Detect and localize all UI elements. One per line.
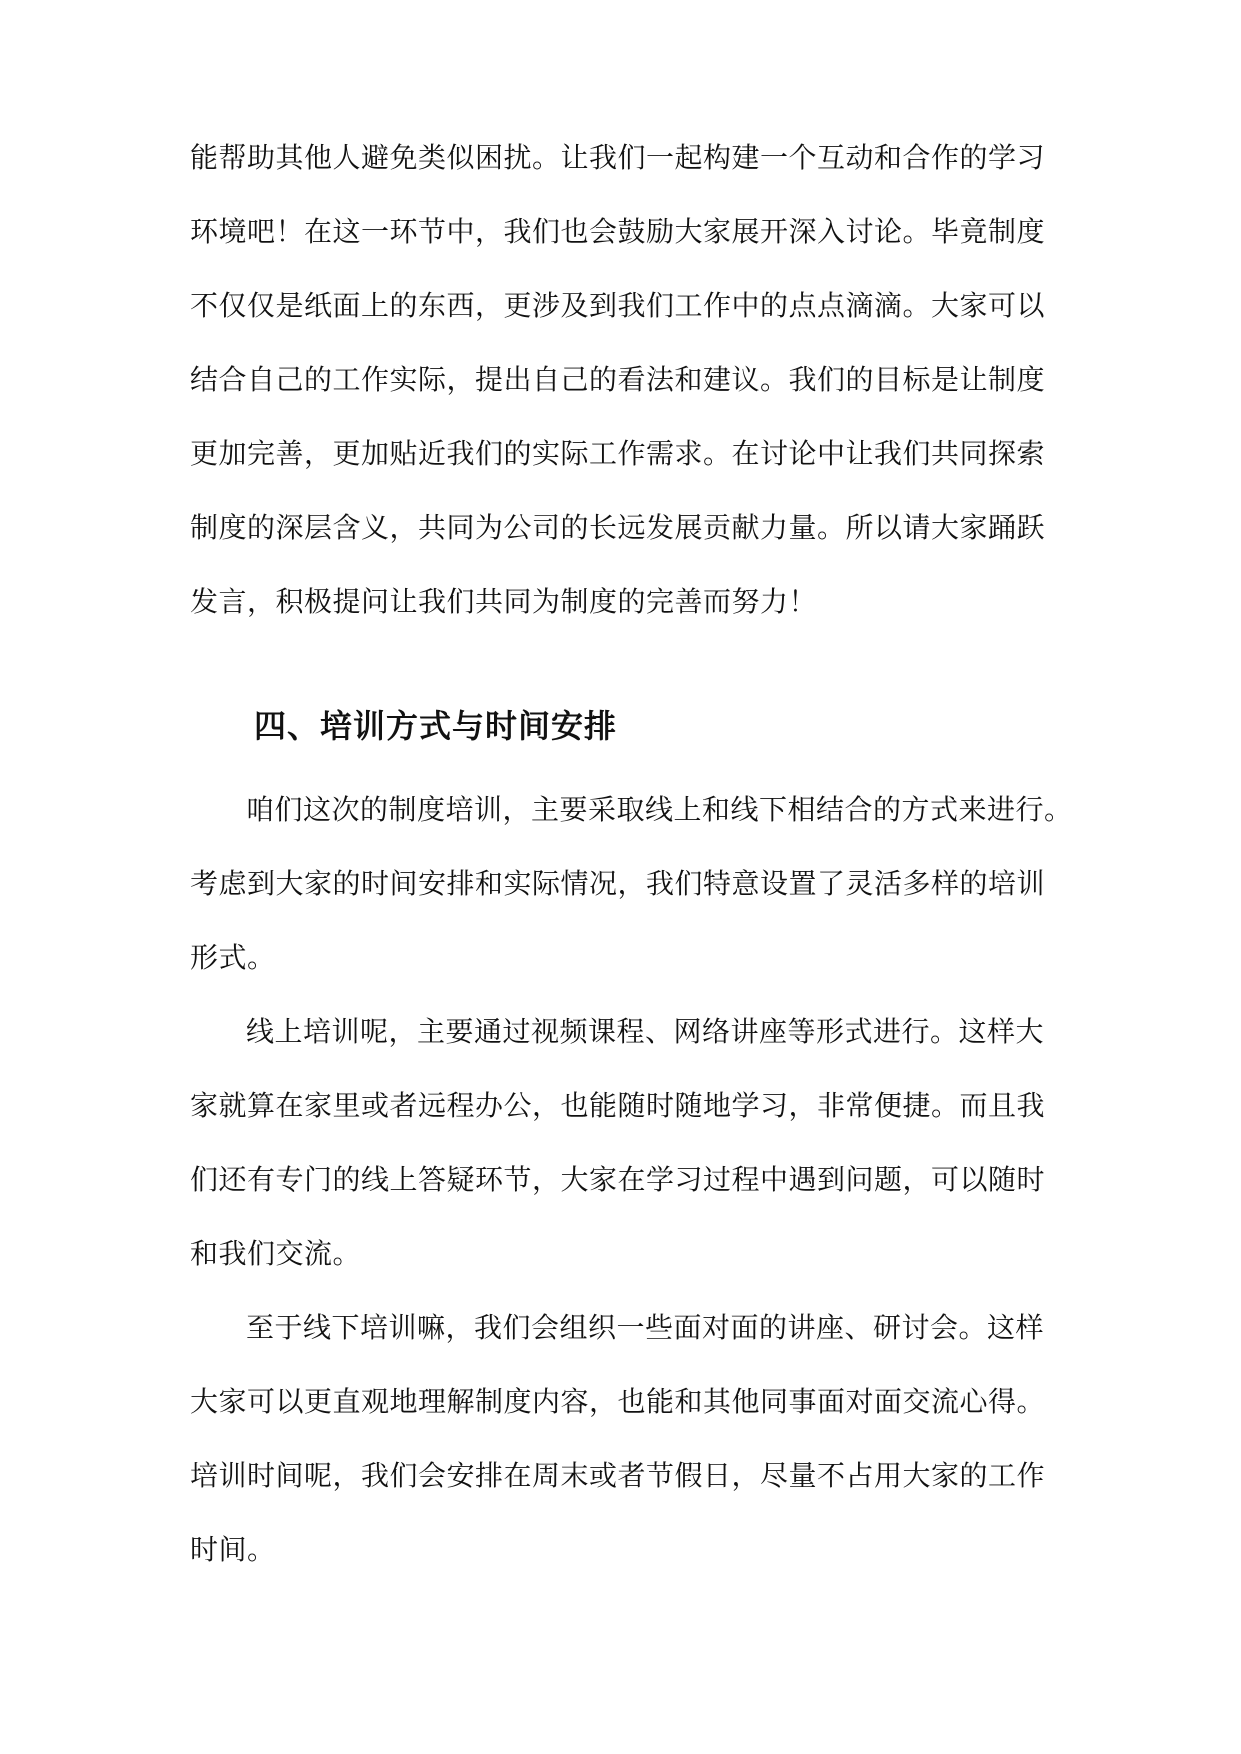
paragraph-3-line-3: 们还有专门的线上答疑环节，大家在学习过程中遇到问题，可以随时 (190, 1163, 1046, 1196)
paragraph-4-line-1: 至于线下培训嘛，我们会组织一些面对面的讲座、研讨会。这样 (246, 1311, 1045, 1344)
paragraph-2-line-3: 形式。 (190, 941, 276, 974)
paragraph-4-line-3: 培训时间呢，我们会安排在周末或者节假日，尽量不占用大家的工作 (190, 1459, 1046, 1492)
paragraph-3-line-4: 和我们交流。 (190, 1237, 362, 1270)
paragraph-4-line-2: 大家可以更直观地理解制度内容，也能和其他同事面对面交流心得。 (190, 1385, 1046, 1418)
paragraph-1-line-3: 不仅仅是纸面上的东西，更涉及到我们工作中的点点滴滴。大家可以 (190, 289, 1046, 322)
paragraph-3-line-2: 家就算在家里或者远程办公，也能随时随地学习，非常便捷。而且我 (190, 1089, 1046, 1122)
paragraph-1-line-4: 结合自己的工作实际，提出自己的看法和建议。我们的目标是让制度 (190, 363, 1046, 396)
paragraph-1-line-7: 发言，积极提问让我们共同为制度的完善而努力！ (190, 585, 818, 618)
paragraph-1-line-1: 能帮助其他人避免类似困扰。让我们一起构建一个互动和合作的学习 (190, 141, 1046, 174)
paragraph-1-line-2: 环境吧！在这一环节中，我们也会鼓励大家展开深入讨论。毕竟制度 (190, 215, 1046, 248)
paragraph-2-line-1: 咱们这次的制度培训，主要采取线上和线下相结合的方式来进行。 (246, 793, 1073, 826)
paragraph-1-line-5: 更加完善，更加贴近我们的实际工作需求。在讨论中让我们共同探索 (190, 437, 1046, 470)
section-heading: 四、培训方式与时间安排 (254, 707, 618, 745)
paragraph-3-line-1: 线上培训呢，主要通过视频课程、网络讲座等形式进行。这样大 (246, 1015, 1045, 1048)
paragraph-1-line-6: 制度的深层含义，共同为公司的长远发展贡献力量。所以请大家踊跃 (190, 511, 1046, 544)
paragraph-4-line-4: 时间。 (190, 1533, 276, 1566)
paragraph-2-line-2: 考虑到大家的时间安排和实际情况，我们特意设置了灵活多样的培训 (190, 867, 1046, 900)
